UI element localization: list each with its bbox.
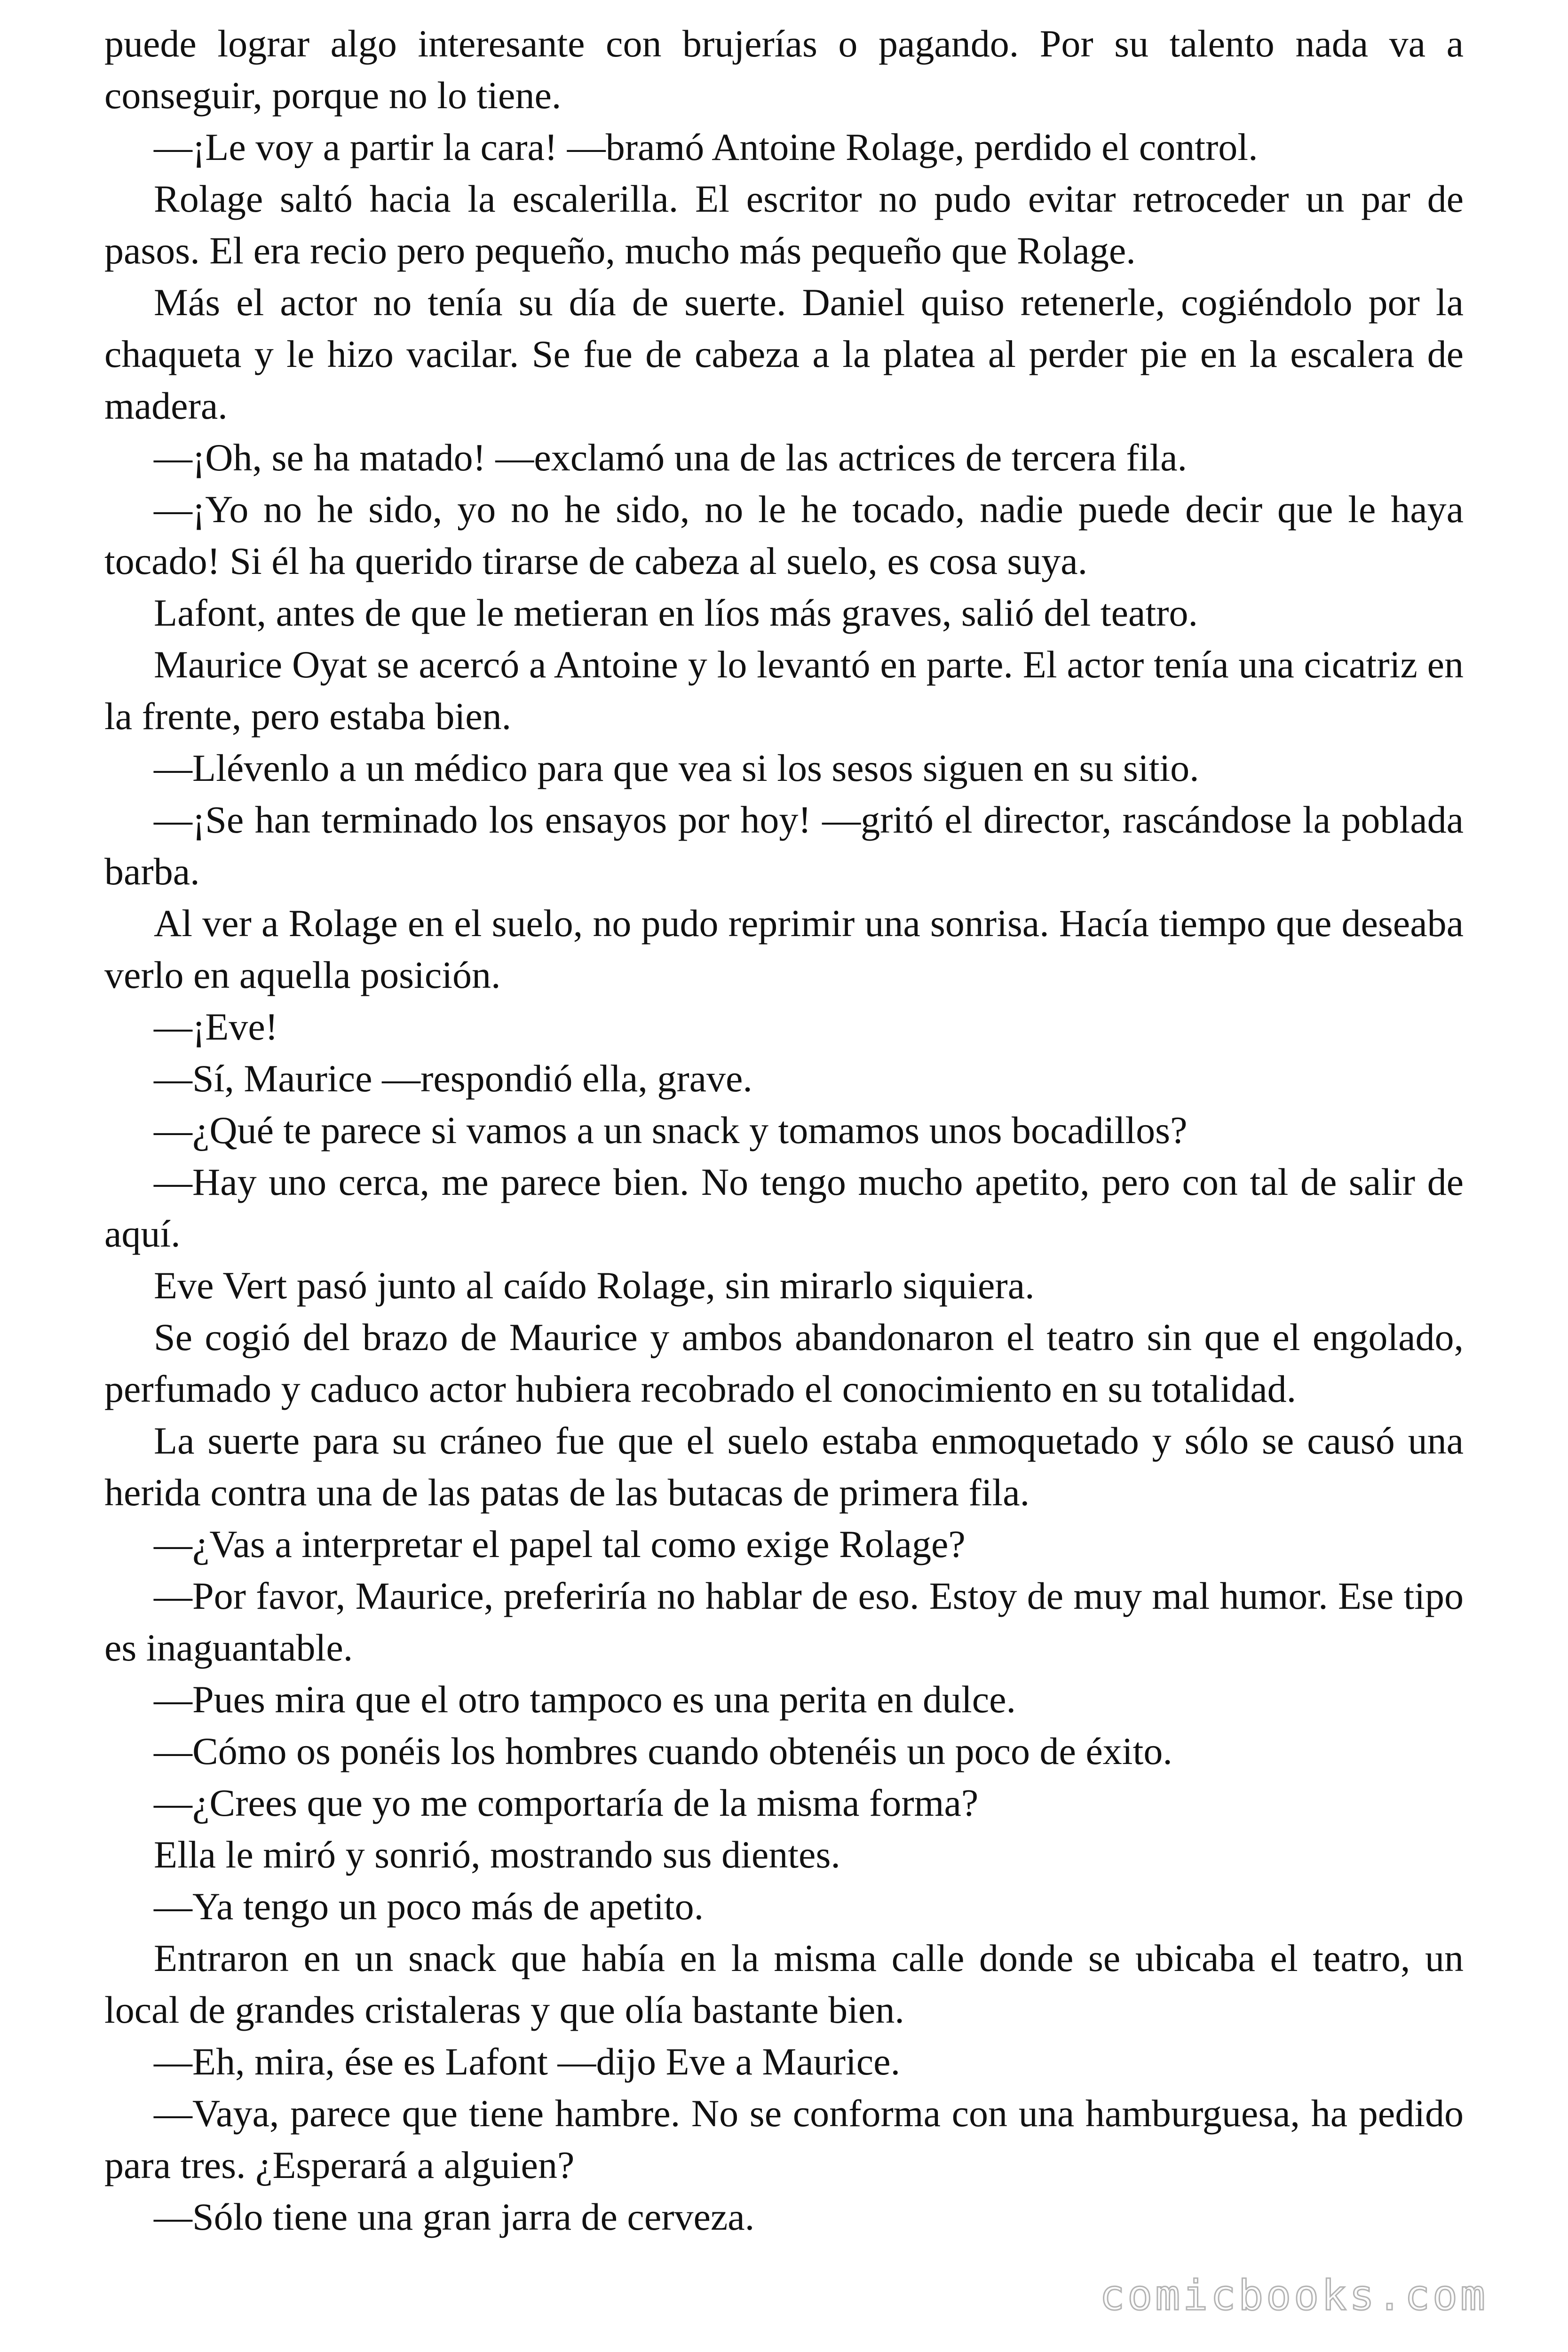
- paragraph: —Cómo os ponéis los hombres cuando obtenéis un poco de éxito.: [154, 1730, 1172, 1772]
- paragraph: Se cogió del brazo de Maurice y ambos abandonaron el teatro sin que el engolado, perfumado y caduco actor hubiera recobrado el conocimiento en su totalidad.: [104, 1316, 1464, 1410]
- paragraph: —¡Le voy a partir la cara! —bramó Antoine Rolage, perdido el control.: [154, 126, 1258, 168]
- watermark-text: comicbooks.com: [1100, 2271, 1488, 2320]
- paragraph: —Hay uno cerca, me parece bien. No tengo mucho apetito, pero con tal de salir de aquí.: [104, 1160, 1464, 1255]
- paragraph: Entraron en un snack que había en la misma calle donde se ubicaba el teatro, un local de grandes cristaleras y que olía bastante bien.: [104, 1937, 1464, 2031]
- paragraph: Al ver a Rolage en el suelo, no pudo reprimir una sonrisa. Hacía tiempo que deseaba verlo en aquella posición.: [104, 902, 1464, 996]
- paragraph: puede lograr algo interesante con brujerías o pagando. Por su talento nada va a conseguir, porque no lo tiene.: [104, 22, 1464, 117]
- paragraph: —¡Eve!: [154, 1005, 278, 1048]
- paragraph: —¡Oh, se ha matado! —exclamó una de las actrices de tercera fila.: [154, 436, 1188, 479]
- paragraph: Eve Vert pasó junto al caído Rolage, sin mirarlo siquiera.: [154, 1264, 1035, 1307]
- paragraph: —¿Crees que yo me comportaría de la misma forma?: [154, 1781, 979, 1824]
- paragraph: Lafont, antes de que le metieran en líos más graves, salió del teatro.: [154, 591, 1198, 634]
- paragraph: —Sólo tiene una gran jarra de cerveza.: [154, 2195, 755, 2238]
- paragraph: Maurice Oyat se acercó a Antoine y lo levantó en parte. El actor tenía una cicatriz en la frente, pero estaba bien.: [104, 643, 1464, 738]
- paragraph: Ella le miró y sonrió, mostrando sus dientes.: [154, 1833, 840, 1876]
- paragraph: —¿Vas a interpretar el papel tal como exige Rolage?: [154, 1523, 966, 1565]
- paragraph: —Llévenlo a un médico para que vea si los sesos siguen en su sitio.: [154, 747, 1199, 789]
- paragraph: La suerte para su cráneo fue que el suelo estaba enmoquetado y sólo se causó una herida contra una de las patas de las butacas de primera fila.: [104, 1419, 1464, 1514]
- paragraph: —¿Qué te parece si vamos a un snack y tomamos unos bocadillos?: [154, 1109, 1188, 1152]
- paragraph: —Vaya, parece que tiene hambre. No se conforma con una hamburguesa, ha pedido para tres. ¿Esperará a alguien?: [104, 2092, 1464, 2186]
- paragraph: —Eh, mira, ése es Lafont —dijo Eve a Maurice.: [154, 2040, 901, 2083]
- paragraph: —¡Yo no he sido, yo no he sido, no le he tocado, nadie puede decir que le haya tocado! Si él ha querido tirarse de cabeza al suelo, es cosa suya.: [104, 488, 1464, 582]
- paragraph: —Ya tengo un poco más de apetito.: [154, 1885, 704, 1928]
- paragraph: Más el actor no tenía su día de suerte. Daniel quiso retenerle, cogiéndolo por la chaqueta y le hizo vacilar. Se fue de cabeza a la platea al perder pie en la escalera de madera.: [104, 281, 1464, 427]
- paragraph: —Pues mira que el otro tampoco es una perita en dulce.: [154, 1678, 1016, 1721]
- paragraph: —Sí, Maurice —respondió ella, grave.: [154, 1057, 752, 1100]
- paragraph: Rolage saltó hacia la escalerilla. El escritor no pudo evitar retroceder un par de pasos. El era recio pero pequeño, mucho más pequeño que Rolage.: [104, 177, 1464, 272]
- paragraph: —¡Se han terminado los ensayos por hoy! —gritó el director, rascándose la poblada barba.: [104, 798, 1464, 893]
- paragraph: —Por favor, Maurice, preferiría no hablar de eso. Estoy de muy mal humor. Ese tipo es inaguantable.: [104, 1574, 1464, 1669]
- book-page-text: [104, 18, 1464, 2243]
